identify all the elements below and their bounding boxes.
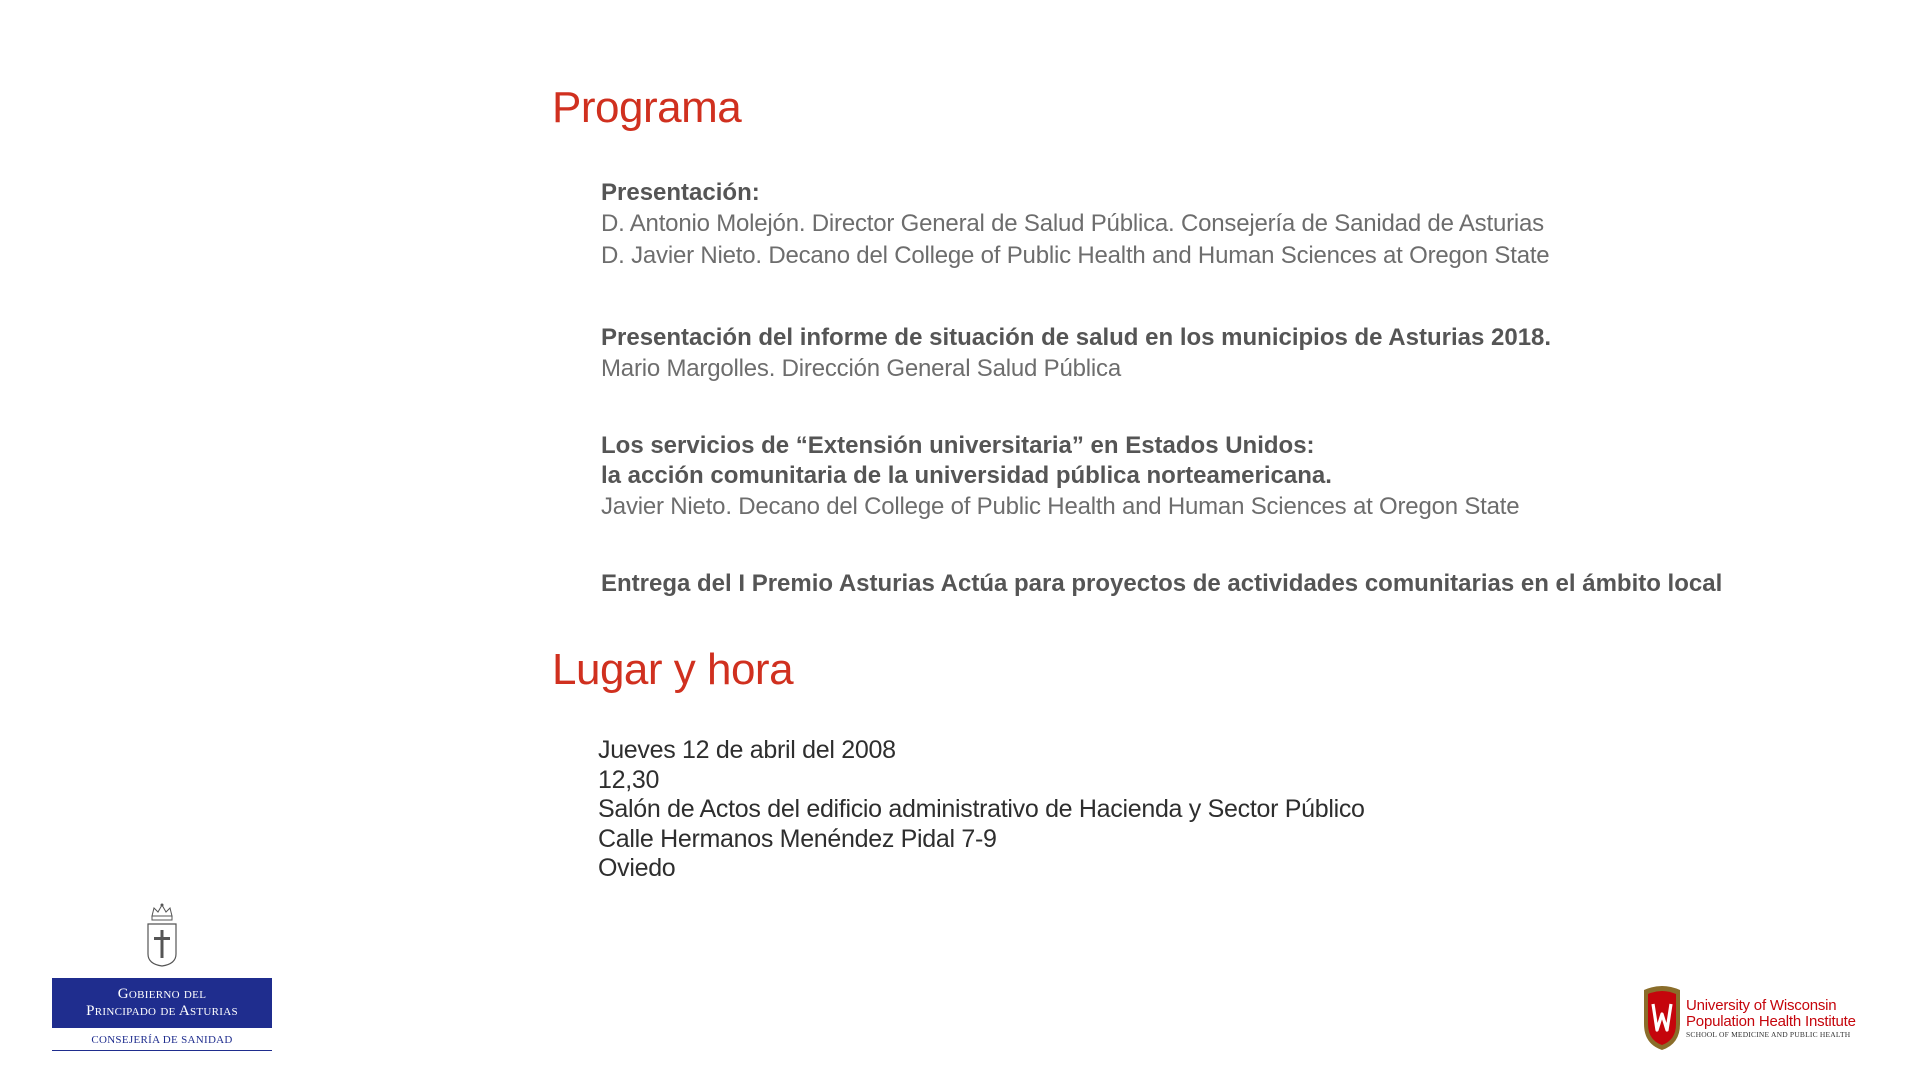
programa-heading: Programa — [552, 83, 742, 132]
asturias-government-logo — [52, 896, 272, 1056]
uw-text-block — [1686, 998, 1856, 1040]
item-speaker: Mario Margolles. Dirección General Salud Pública — [601, 355, 1121, 382]
uw-university-name: University of Wisconsin — [1686, 997, 1837, 1014]
venue-street: Calle Hermanos Menéndez Pidal 7-9 — [598, 824, 997, 853]
asturias-crest-icon — [144, 902, 180, 968]
uw-school-name: SCHOOL OF MEDICINE AND PUBLIC HEALTH — [1686, 1030, 1851, 1039]
item-title: Presentación del informe de situación de salud en los municipios de Asturias 2018. — [601, 324, 1552, 351]
lugar-heading: Lugar y hora — [552, 645, 794, 694]
asturias-consejeria: CONSEJERÍA DE SANIDAD — [52, 1030, 272, 1051]
item-title: Presentación: — [601, 179, 760, 206]
item-title: Los servicios de “Extensión universitaria” en Estados Unidos: — [601, 432, 1315, 459]
programa-item-presentacion — [601, 178, 1761, 272]
programa-item-premio — [601, 569, 1761, 599]
programa-item-extension — [601, 431, 1761, 523]
item-title: la acción comunitaria de la universidad pública norteamericana. — [601, 462, 1332, 489]
asturias-name-band — [52, 978, 272, 1028]
asturias-line2: Principado de Asturias — [86, 1003, 238, 1019]
venue-place: Salón de Actos del edificio administrativo de Hacienda y Sector Público — [598, 795, 1365, 823]
asturias-line1: Gobierno del — [117, 986, 207, 1002]
item-speaker: D. Antonio Molejón. Director General de Salud Pública. Consejería de Sanidad de Asturias — [601, 210, 1544, 237]
programa-item-informe — [601, 323, 1761, 385]
item-speaker: Javier Nieto. Decano del College of Public Health and Human Sciences at Oregon State — [601, 493, 1520, 520]
venue-time: 12,30 — [598, 765, 660, 794]
uw-crest-icon — [1640, 984, 1684, 1052]
venue-city: Oviedo — [598, 854, 676, 882]
item-title: Entrega del I Premio Asturias Actúa para proyectos de actividades comunitarias en el ámbito local — [601, 570, 1723, 597]
uw-institute-name: Population Health Institute — [1686, 1013, 1856, 1030]
uw-population-health-logo — [1640, 984, 1880, 1054]
venue-details — [598, 736, 1365, 884]
venue-date: Jueves 12 de abril del 2008 — [598, 736, 896, 764]
item-speaker: D. Javier Nieto. Decano del College of Public Health and Human Sciences at Oregon State — [601, 242, 1550, 269]
